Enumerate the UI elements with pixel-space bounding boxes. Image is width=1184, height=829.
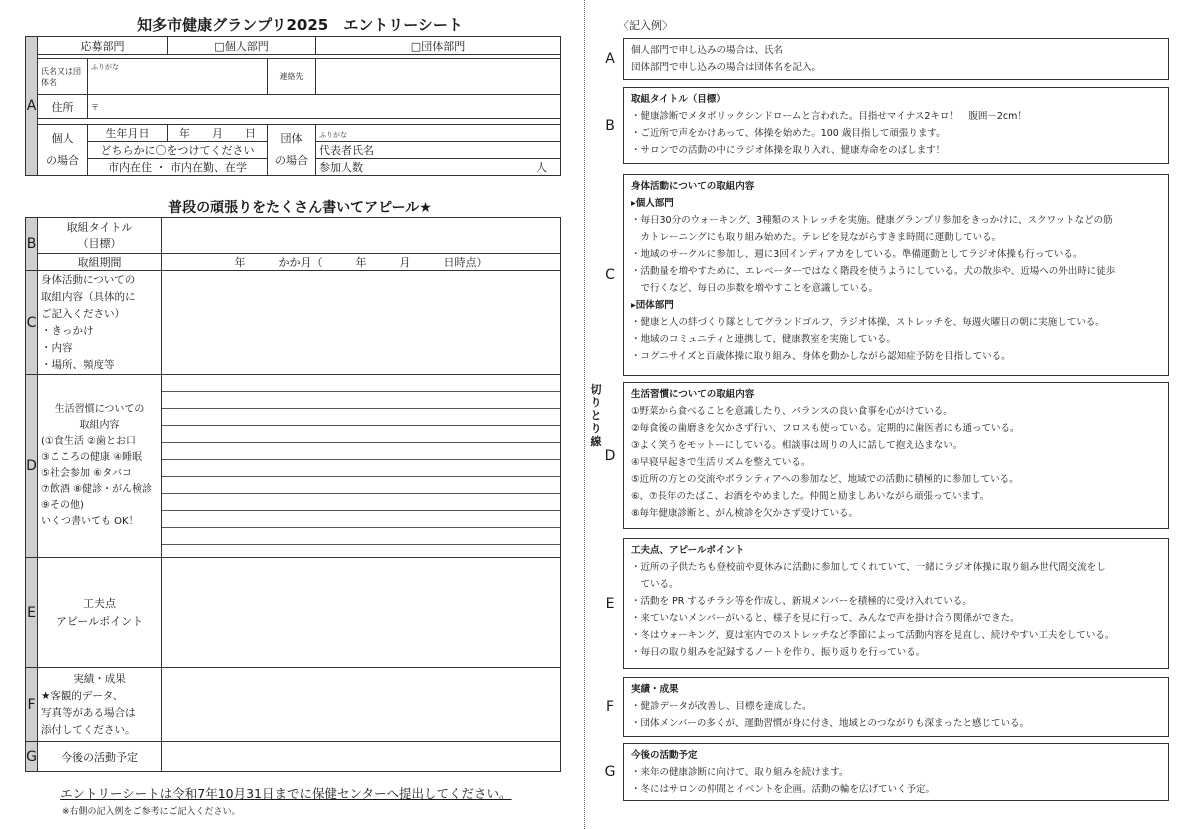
category-label: 応募部門 [38,37,168,55]
group-case-label: 団体 の場合 [268,125,316,176]
appeal-point-label: 工夫点 アピールポイント [38,558,162,668]
furigana-label: ふりがな [91,63,119,71]
physical-activity-label: 身体活動についての 取組内容（具体的に ご記入ください） ・きっかけ ・内容 ・場所、頻度等 [38,271,162,375]
appeal-point-field[interactable] [162,558,561,668]
lifestyle-field[interactable] [162,375,561,558]
example-b: B 取組タイトル（目標） ・健康診断でメタボリックシンドロームと言われた。目指せマイナス2キロ！ 腹囲－2cm！ ・ご近所で声をかけあって、体操を始めた。100 歳目指して頑張ります。 ・サロンでの活動の中にラジオ体操を取り入れ、健康寿命をのばします！ [597,87,1169,164]
appeal-heading: 普段の頑張りをたくさん書いてアピール★ [168,200,432,216]
circle-note: どちらかに〇をつけてください [88,142,268,159]
example-heading: 〈記入例〉 [618,19,673,32]
example-a: A 個人部門で申し込みの場合は、氏名 団体部門で申し込みの場合は団体名を記入。 [597,38,1169,80]
section-letter-c: C [26,271,38,375]
lifestyle-label: 生活習慣についての 取組内容 (①食生活 ②歯とお口 ③こころの健康 ④睡眠 ⑤社会参加 ⑥タバコ ⑦飲酒 ⑧健診・がん検診 ⑨その他) いくつ書いても OK！ [38,375,162,558]
period-field[interactable]: 年 かか月（ 年 月 日時点） [162,254,561,271]
title-label: 取組タイトル （目標） [38,218,162,254]
section-letter-d: D [26,375,38,558]
applicant-table [25,36,561,176]
section-letter-f: F [26,668,38,742]
residence-options[interactable]: 市内在住 ・ 市内在勤、在学 [88,159,268,176]
period-label: 取組期間 [38,254,162,271]
example-f: F 実績・成果 ・健診データが改善し、目標を達成した。 ・団体メンバーの多くが、運動習慣が身に付き、地域とのつながりも深まったと感じている。 [597,677,1169,737]
contact-label: 連絡先 [268,59,316,95]
name-label: 氏名又は団体名 [38,59,88,95]
activity-table [25,217,561,772]
future-plan-field[interactable] [162,742,561,772]
physical-activity-field[interactable] [162,271,561,375]
postal-mark: 〒 [91,103,99,112]
cut-line-label: 切 り と り 線 [590,383,602,448]
section-letter-a: A [26,37,38,176]
individual-case-label: 個人 の場合 [38,125,88,176]
example-c: C 身体活動についての取組内容 ▸個人部門 ・毎日30分のウォーキング、3種類のストレッチを実施。健康グランプリ参加をきっかけに、スクワットなどの筋 カトレーニングにも取り組み始めた。テレビを見ながらすきま時間に運動している。 ・地域のサークルに参加し、週に3回インディアカをしている。準備運動としてラジオ体操も行っている。 ・活動量を増やすために、エレベーターではなく階段を使うようにしている。犬の散歩や、近場への外出時に徒歩 で行くなど、毎日の歩数を増やすことを意識している。 ▸団体部門 ・健康と人の絆づくり隊としてグランドゴルフ、ラジオ体操、ストレッチを、毎週火曜日の朝に実施している。 ・地域のコミュニティと連携して、健康教室を実施している。 ・コグニサイズと百歳体操に取り組み、身体を動かしながら認知症予防を目指している。 [597,174,1169,376]
individual-checkbox[interactable]: □個人部門 [168,37,316,55]
participants-field[interactable]: 参加人数 人 [316,159,561,176]
section-letter-e: E [26,558,38,668]
section-letter-g: G [26,742,38,772]
note-text: ※右側の記入例をご参考にご記入ください。 [62,807,241,817]
title-field[interactable] [162,218,561,254]
results-field[interactable] [162,668,561,742]
example-g: G 今後の活動予定 ・来年の健康診断に向けて、取り組みを続けます。 ・冬にはサロンの仲間とイベントを企画。活動の輪を広げていく予定。 [597,743,1169,801]
future-plan-label: 今後の活動予定 [38,742,162,772]
name-field[interactable] [88,59,268,95]
address-field[interactable] [88,95,561,119]
example-d: D 生活習慣についての取組内容 ①野菜から食べることを意識したり、バランスの良い食事を心がけている。 ②毎食後の歯磨きを欠かさず行い、フロスも使っている。定期的に歯医者にも通っている。 ③よく笑うをモットーにしている。相談事は周りの人に話して抱え込まない。 ④早寝早起きで生活リズムを整えている。 ⑤近所の方との交流やボランティアへの参加など、地域での活動に積極的に参加している。 ⑥、⑦長年のたばこ、お酒をやめました。仲間と励ましあいながら頑張っています。 ⑧毎年健康診断と、がん検診を欠かさず受けている。 [597,382,1169,529]
group-furigana[interactable]: ふりがな [316,125,561,142]
contact-field[interactable] [316,59,561,95]
birthdate-field[interactable]: 年 月 日 [168,125,268,142]
rep-name-field[interactable]: 代表者氏名 [316,142,561,159]
deadline-text: エントリーシートは令和7年10月31日までに保健センターへ提出してください。 [60,786,512,801]
cut-line [584,0,585,829]
address-label: 住所 [38,95,88,119]
group-checkbox[interactable]: □団体部門 [316,37,561,55]
results-label: 実績・成果 ★客観的データ、 写真等がある場合は 添付してください。 [38,668,162,742]
example-e: E 工夫点、アピールポイント ・近所の子供たちも登校前や夏休みに活動に参加してくれていて、一緒にラジオ体操に取り組み世代間交流をし ている。 ・活動を PR するチラシ等を作成し、新規メンバーを積極的に受け入れている。 ・来ていないメンバーがいると、様子を見に行って、みんなで声を掛け合う関係ができた。 ・冬はウォーキング、夏は室内でのストレッチなど季節によって活動内容を見直し、続けやすい工夫をしている。 ・毎日の取り組みを記録するノートを作り、振り返りを行っている。 [597,538,1169,669]
section-letter-b: B [26,218,38,271]
birthdate-label: 生年月日 [88,125,168,142]
form-title: 知多市健康グランプリ2025 エントリーシート [137,16,463,34]
